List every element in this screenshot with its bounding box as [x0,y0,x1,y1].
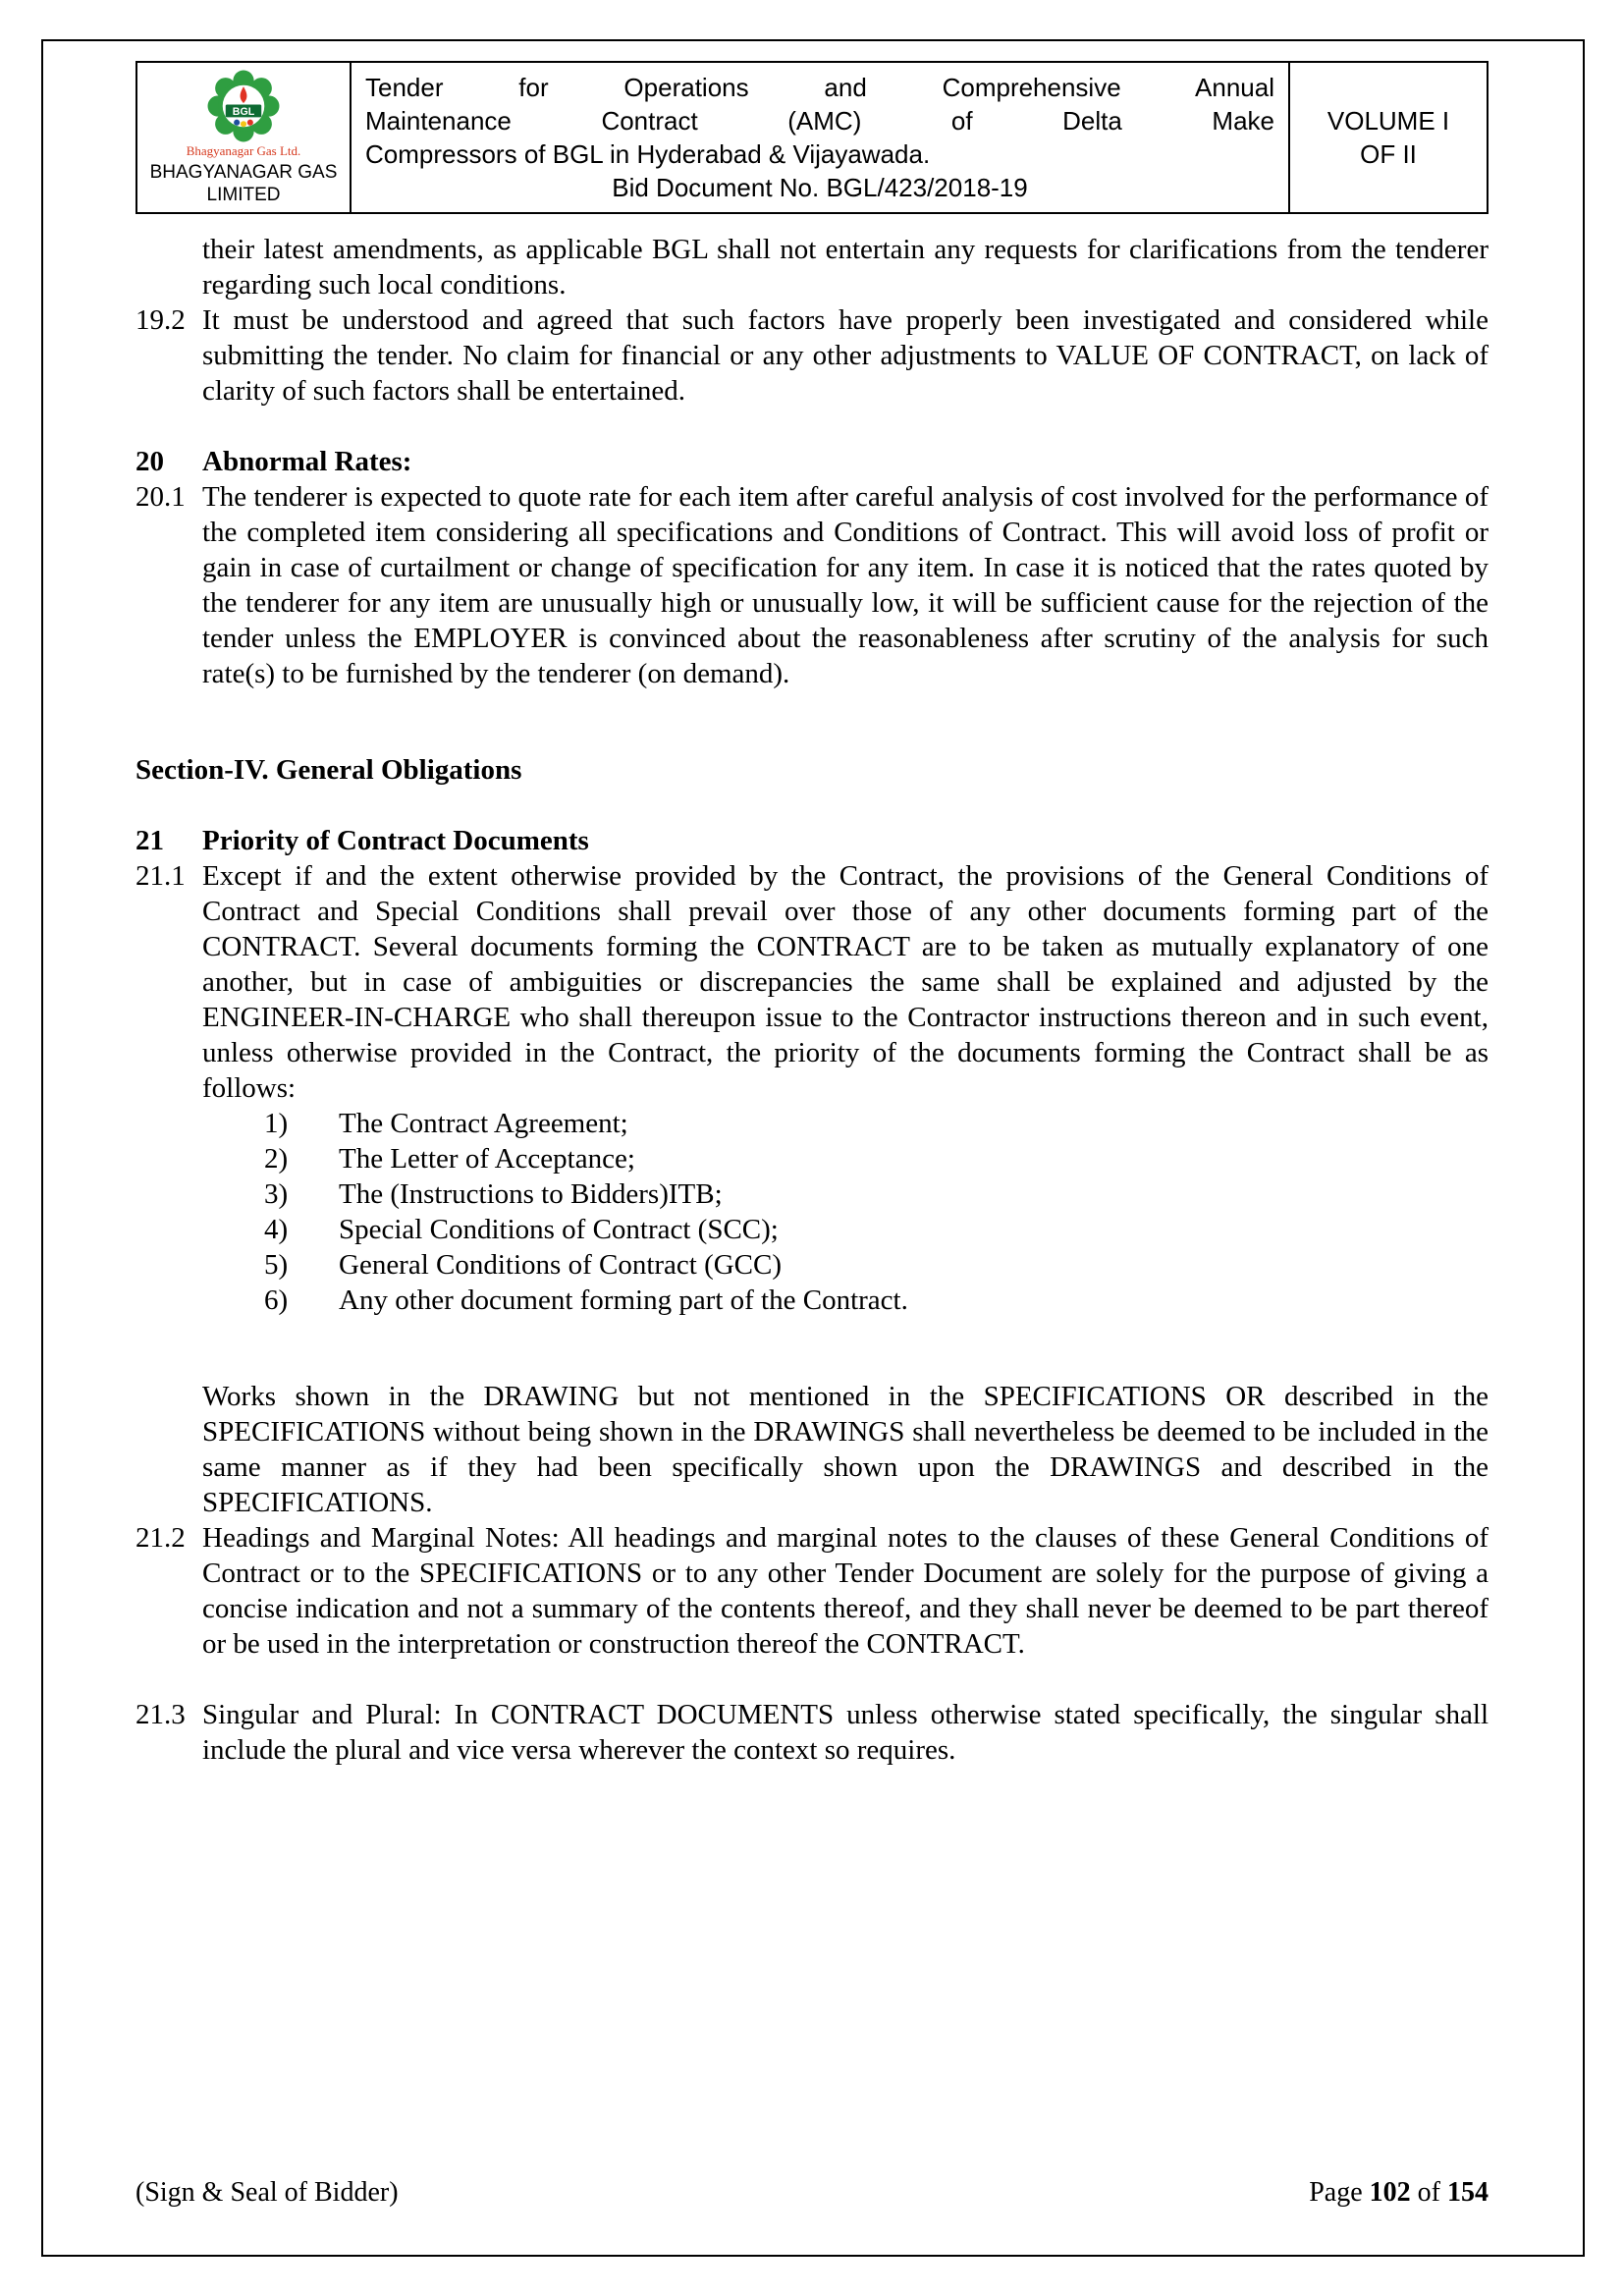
page-content [43,41,1583,1768]
list-item [264,1283,1489,1318]
clause-number: 20.1 [135,481,186,513]
clause-19-2 [135,302,1489,409]
page-border [41,39,1585,2257]
clause-text: Headings and Marginal Notes: All headings and marginal notes to the clauses of these General Conditions of Contract or to the SPECIFICATIONS or to any other Tender Document are solely for the purpose of giving a concise indication and not a summary of the contents thereof, and they shall never be deemed to be part thereof or be used in the interpretation or construction thereof the CONTRACT. [202,1522,1489,1660]
list-text: General Conditions of Contract (GCC) [339,1249,783,1281]
document-header [135,61,1489,214]
clause-number: 19.2 [135,304,186,336]
clause-text: their latest amendments, as applicable BGL shall not entertain any requests for clarifications from the tenderer regarding such local conditions. [202,234,1489,301]
sign-seal-note: (Sign & Seal of Bidder) [135,2177,399,2208]
section-heading: Section-IV. General Obligations [135,754,522,786]
list-marker: 2) [264,1143,289,1175]
bid-document-number: Bid Document No. BGL/423/2018-19 [612,173,1028,202]
tender-title-line-2: Maintenance Contract (AMC) of Delta Make [365,106,1274,136]
clause-text: Works shown in the DRAWING but not mentioned in the SPECIFICATIONS OR described in the SPECIFICATIONS without being shown in the DRAWINGS shall nevertheless be deemed to be included in the same manner as if they had been specifically shown upon the DRAWINGS and described in the SPECIFICATIONS. [202,1381,1489,1518]
list-item [264,1176,1489,1212]
logo-org-name: BHAGYANAGAR GAS LIMITED [149,162,338,205]
page-total: 154 [1447,2177,1489,2208]
of-label: of [1417,2177,1440,2208]
clause-text: Except if and the extent otherwise provided by the Contract, the provisions of the General Conditions of Contract and Special Conditions shall prevail over those of any other documents forming part of the CONTRACT. Several documents forming the CONTRACT are to be taken as mutually explanatory of one another, but in case of ambiguities or discrepancies the same shall be explained and adjusted by the ENGINEER-IN-CHARGE who shall thereupon issue to the Contractor instructions thereon and in such event, unless otherwise provided in the Contract, the priority of the documents forming the Contract shall be as follows: [202,860,1489,1104]
clause-number: 21.3 [135,1699,186,1730]
heading-title: Abnormal Rates: [202,446,412,477]
list-text: The Letter of Acceptance; [339,1143,635,1175]
clause-number: 21.2 [135,1522,186,1554]
heading-number: 20 [135,446,164,477]
document-body [135,232,1489,1768]
tender-title-line-3: Compressors of BGL in Hyderabad & Vijayawada. [365,139,931,169]
paragraph-works [135,1379,1489,1520]
clause-21-2 [135,1520,1489,1662]
tender-title-line-1: Tender for Operations and Comprehensive Annual [365,73,1274,102]
clause-number [135,1379,202,1520]
list-marker: 6) [264,1285,289,1316]
heading-20 [135,444,1489,479]
logo-brand-text: Bhagyanagar Gas Ltd. [186,143,301,158]
page-number [1309,2176,1489,2210]
volume-line-1: VOLUME I [1326,106,1450,136]
page-footer [135,2176,1489,2210]
clause-number [135,232,202,302]
list-marker: 1) [264,1108,289,1139]
clause-20-1 [135,479,1489,691]
list-text: The (Instructions to Bidders)ITB; [339,1178,723,1210]
logo-cell [136,62,351,213]
heading-number: 21 [135,825,164,856]
list-marker: 4) [264,1214,289,1245]
clause-number: 21.1 [135,860,186,892]
logo-acronym: BGL [232,106,255,119]
bgl-logo-icon [141,69,346,143]
clause-21-3 [135,1697,1489,1768]
title-cell [351,62,1289,213]
list-item [264,1212,1489,1247]
list-marker: 5) [264,1249,289,1281]
list-item [264,1247,1489,1283]
clause-text: The tenderer is expected to quote rate for each item after careful analysis of cost involved for the performance of the completed item considering all specifications and Conditions of Contract. This will avoid loss of profit or gain in case of curtailment or change of specification for any item. In case it is noticed that the rates quoted by the tenderer for any item are unusually high or unusually low, it will be sufficient cause for the rejection of the tender unless the EMPLOYER is convinced about the reasonableness after scrutiny of the analysis for such rate(s) to be furnished by the tenderer (on demand). [202,481,1489,689]
list-text: The Contract Agreement; [339,1108,628,1139]
clause-21-1 [135,858,1489,1106]
paragraph-continuation [135,232,1489,302]
heading-21 [135,823,1489,858]
clause-text: It must be understood and agreed that such factors have properly been investigated and considered while submitting the tender. No claim for financial or any other adjustments to VALUE OF CONTRACT, on lack of clarity of such factors shall be entertained. [202,304,1489,407]
volume-line-2: OF II [1360,139,1417,169]
clause-text: Singular and Plural: In CONTRACT DOCUMENTS unless otherwise stated specifically, the singular shall include the plural and vice versa wherever the context so requires. [202,1699,1489,1766]
heading-title: Priority of Contract Documents [202,825,589,856]
page-label: Page [1309,2177,1363,2208]
list-text: Any other document forming part of the Contract. [339,1285,908,1316]
list-marker: 3) [264,1178,289,1210]
list-item [264,1141,1489,1176]
list-text: Special Conditions of Contract (SCC); [339,1214,779,1245]
list-item [264,1106,1489,1141]
page-current: 102 [1369,2177,1411,2208]
volume-cell [1289,62,1488,213]
